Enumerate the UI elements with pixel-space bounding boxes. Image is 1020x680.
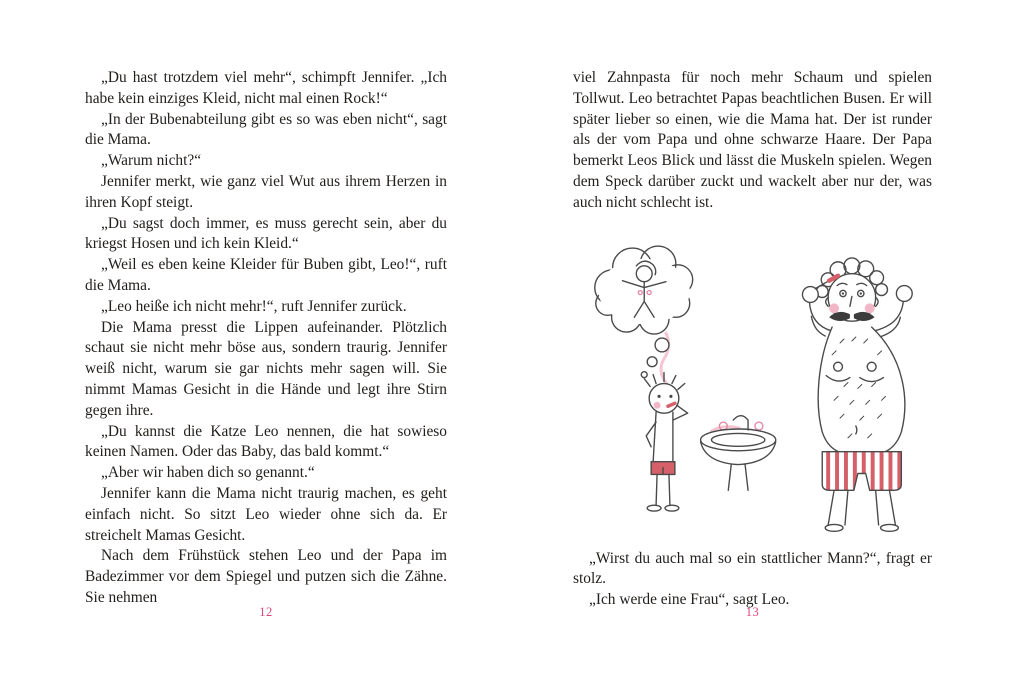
left-text-block: [85, 68, 447, 609]
paragraph: „Wirst du auch mal so ein stattlicher Mann?“, fragt er stolz.: [573, 549, 932, 588]
paragraph: „Du sagst doch immer, es muss gerecht sein, aber du kriegst Hosen und ich kein Kleid.“: [85, 214, 447, 253]
paragraph: „Leo heiße ich nicht mehr!“, ruft Jennifer zurück.: [101, 297, 407, 315]
bathroom-illustration-svg: [575, 236, 931, 533]
paragraph: „In der Bubenabteilung gibt es so was eben nicht“, sagt die Mama.: [85, 110, 447, 149]
paragraph: Jennifer merkt, wie ganz viel Wut aus ihrem Herzen in ihren Kopf steigt.: [85, 172, 447, 211]
paragraph: „Ich werde eine Frau“, sagt Leo.: [589, 591, 790, 609]
paragraph: Nach dem Frühstück stehen Leo und der Papa im Badezimmer vor dem Spiegel und putzen sich die Zähne. Sie nehmen: [85, 547, 447, 606]
right-text-block-top: [573, 68, 932, 214]
illustration-bathroom-scene: [573, 236, 932, 533]
paragraph: „Du hast trotzdem viel mehr“, schimpft Jennifer. „Ich habe kein einziges Kleid, nicht mal einen Rock!“: [85, 69, 447, 107]
paragraph: Die Mama presst die Lippen aufeinander. Plötzlich schaut sie nicht mehr böse aus, sondern traurig. Jennifer weiß nicht, warum sie gar nichts mehr sagen will. Sie nimmt Mamas Gesicht in die Hände und legt ihre Stirn gegen ihre.: [85, 318, 447, 419]
papa: [802, 258, 912, 531]
page-right: [510, 0, 1020, 680]
striped-shorts: [822, 447, 901, 492]
right-text-block-bottom: [573, 549, 932, 611]
child-leo: [644, 372, 688, 510]
paragraph: „Weil es eben keine Kleider für Buben gibt, Leo!“, ruft die Mama.: [85, 256, 447, 294]
paragraph: „Du kannst die Katze Leo nennen, die hat sowieso keinen Namen. Oder das Baby, das bald kommt.“: [85, 422, 447, 461]
paragraph: „Warum nicht?“: [101, 152, 202, 170]
page-number-left: 12: [259, 605, 273, 619]
paragraph: „Aber wir haben dich so genannt.“: [101, 464, 315, 482]
page-number-right: 13: [745, 605, 760, 619]
paragraph: Jennifer kann die Mama nicht traurig machen, es geht einfach nicht. So sitzt Leo wieder ohne sich da. Er streichelt Mamas Gesicht.: [85, 484, 447, 544]
paragraph: viel Zahnpasta für noch mehr Schaum und spielen Tollwut. Leo betrachtet Papas beachtlichen Busen. Er will später lieber so einen, wie die Mama hat. Der ist runder als der vom Papa und ohne schwarze Haare. Der Papa bemerkt Leos Blick und lässt die Muskeln spielen. Wegen dem Speck darüber zuckt und wackelt aber nur der, was auch nicht schlecht ist.: [573, 69, 932, 211]
